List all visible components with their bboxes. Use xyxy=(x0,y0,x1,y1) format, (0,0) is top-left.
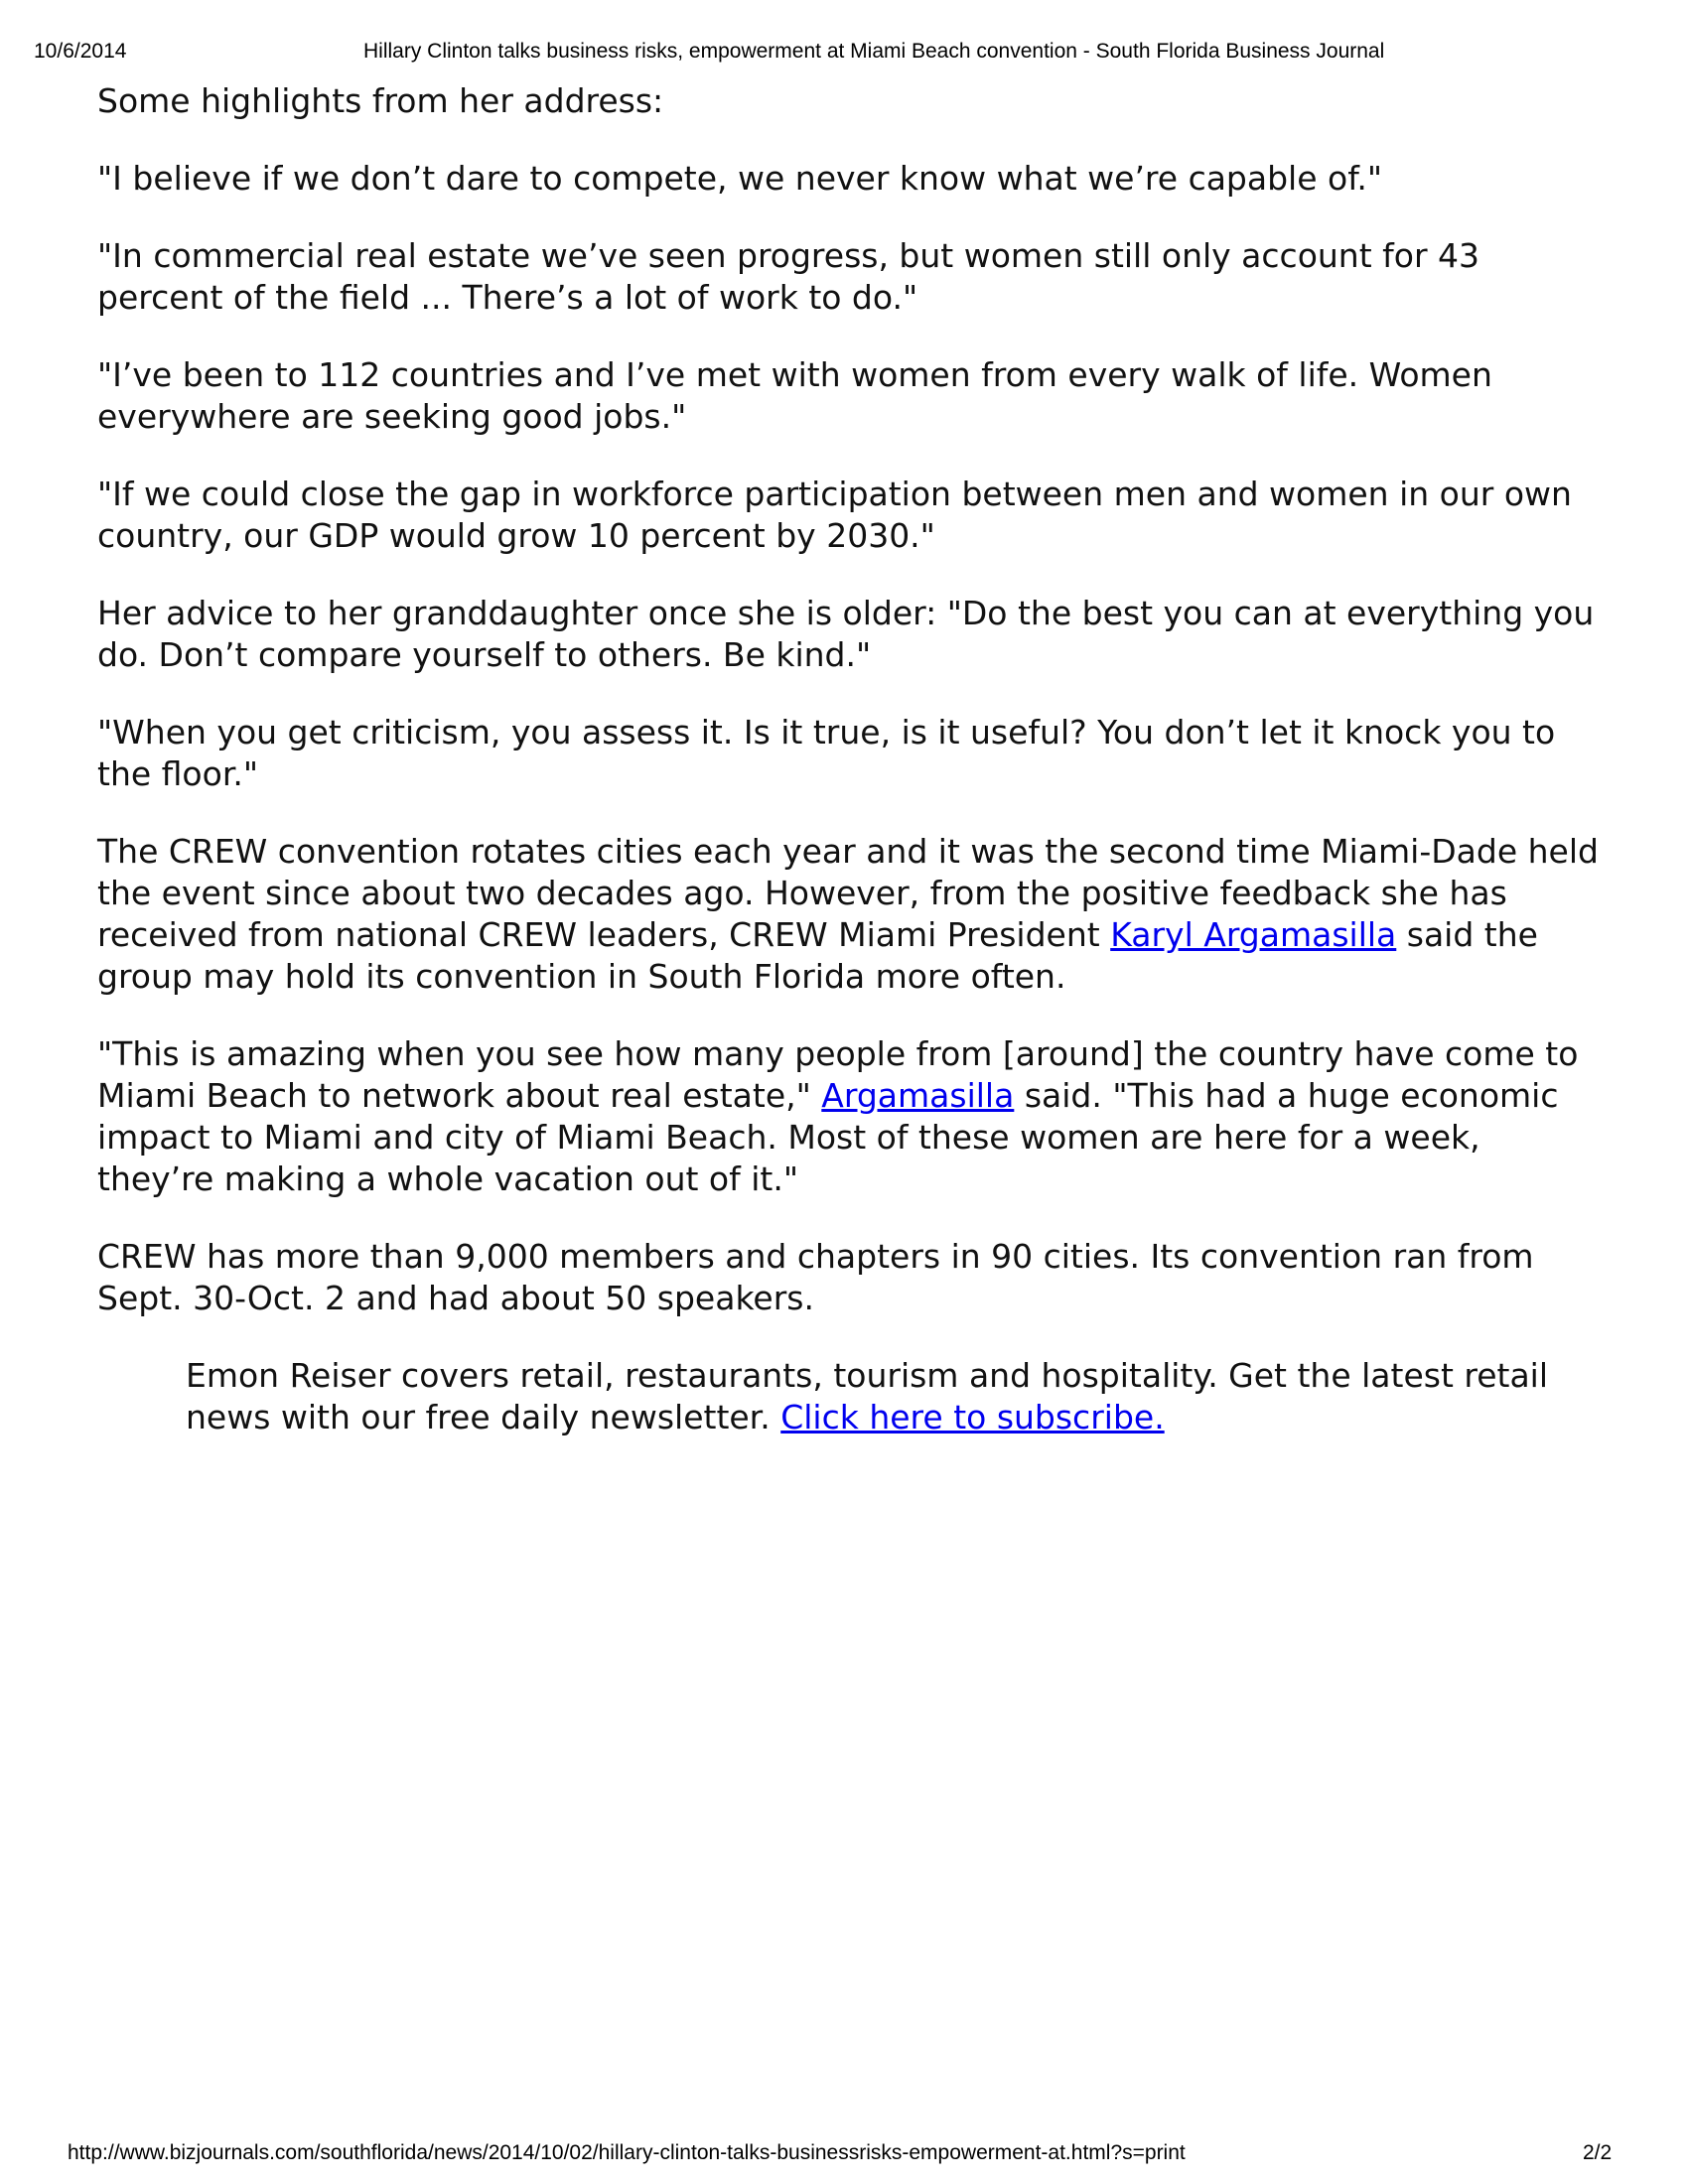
author-bio xyxy=(186,1355,1607,1438)
karyl-argamasilla-link[interactable]: Karyl Argamasilla xyxy=(1110,915,1397,954)
argamasilla-quote-paragraph xyxy=(97,1033,1607,1200)
crew-stats-paragraph: CREW has more than 9,000 members and chapters in 90 cities. Its convention ran from Sept. 30-Oct. 2 and had about 50 speakers. xyxy=(97,1237,1534,1317)
argamasilla-link[interactable]: Argamasilla xyxy=(821,1076,1015,1115)
intro-paragraph: Some highlights from her address: xyxy=(97,81,664,120)
quote-gdp: "If we could close the gap in workforce participation between men and women in our own country, our GDP would grow 10 percent by 2030." xyxy=(97,475,1572,555)
article-body xyxy=(97,80,1607,1474)
quote-real-estate: "In commercial real estate we’ve seen progress, but women still only account for 43 percent of the field ... There’s a lot of work to do." xyxy=(97,236,1479,317)
print-footer-url: http://www.bizjournals.com/southflorida/news/2014/10/02/hillary-clinton-talks-businessrisks-empowerment-at.html?s=print xyxy=(68,2141,1186,2164)
quote-countries: "I’ve been to 112 countries and I’ve met with women from every walk of life. Women everywhere are seeking good jobs." xyxy=(97,355,1492,436)
print-header-title: Hillary Clinton talks business risks, empowerment at Miami Beach convention - South Florida Business Journal xyxy=(363,40,1385,63)
page-number: 2/2 xyxy=(1583,2141,1613,2164)
quote-compete: "I believe if we don’t dare to compete, we never know what we’re capable of." xyxy=(97,159,1383,198)
quote-criticism: "When you get criticism, you assess it. Is it true, is it useful? You don’t let it knock you to the floor." xyxy=(97,713,1556,793)
argamasilla-quote-before: "This is amazing when you see how many people from [around] the country have come to Miami Beach to network about real estate," xyxy=(97,1034,1579,1115)
convention-paragraph xyxy=(97,831,1607,998)
convention-text-after: said the group may hold its convention in South Florida more often. xyxy=(97,915,1538,996)
argamasilla-quote-after: said. "This had a huge economic impact to Miami and city of Miami Beach. Most of these women are here for a week, they’re making a whole vacation out of it." xyxy=(97,1076,1559,1198)
convention-text-before: The CREW convention rotates cities each year and it was the second time Miami-Dade held the event since about two decades ago. However, from the positive feedback she has received from national CREW leaders, CREW Miami President xyxy=(97,832,1599,954)
print-date: 10/6/2014 xyxy=(34,40,127,63)
advice-paragraph: Her advice to her granddaughter once she is older: "Do the best you can at everything you do. Don’t compare yourself to others. Be kind." xyxy=(97,594,1595,674)
subscribe-link[interactable]: Click here to subscribe. xyxy=(780,1398,1165,1436)
author-bio-text: Emon Reiser covers retail, restaurants, tourism and hospitality. Get the latest retail news with our free daily newsletter. xyxy=(186,1356,1549,1436)
